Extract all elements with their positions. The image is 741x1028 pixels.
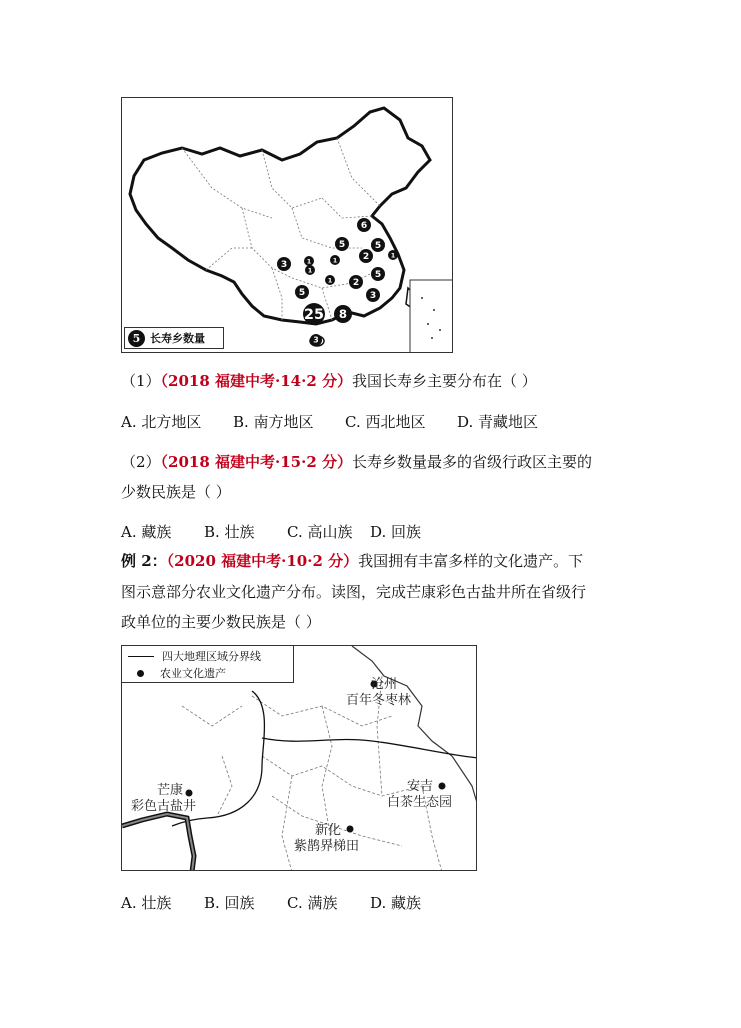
svg-text:1: 1 [307,266,313,275]
svg-text:3: 3 [369,291,377,302]
question-number: （1） [121,372,161,390]
example-2-line2: 图示意部分农业文化遗产分布。读图，完成芒康彩色古盐井所在省级行 [121,583,587,601]
svg-text:1: 1 [332,256,338,265]
svg-text:5: 5 [374,270,382,281]
q1-option-a[interactable]: A. 北方地区 [121,413,202,431]
site-mangkang: 芒康 [157,783,184,798]
longevity-marker [330,255,340,265]
longevity-marker [295,285,309,299]
question-1 [121,371,537,391]
q2-option-d[interactable]: D. 回族 [370,523,422,541]
ex2-option-b[interactable]: B. 回族 [204,894,255,912]
longevity-marker [303,303,325,325]
site-cangzhou: 沧州 [371,677,398,692]
longevity-marker [357,218,371,232]
site-anji-desc: 白茶生态园 [387,795,453,810]
svg-text:1: 1 [306,257,312,266]
q1-option-b[interactable]: B. 南方地区 [233,413,314,431]
svg-text:3: 3 [280,260,288,271]
site-cangzhou-desc: 百年冬枣林 [346,693,412,708]
legend-line-label: 四大地理区域分界线 [162,650,261,663]
map-legend [124,327,224,349]
longevity-marker [359,249,373,263]
q2-option-a[interactable]: A. 藏族 [121,523,172,541]
boundary-line-icon [128,656,154,657]
svg-text:1: 1 [390,251,396,260]
example-source: （2020 福建中考·10·2 分） [166,552,359,570]
longevity-marker [310,334,322,346]
svg-text:25: 25 [304,306,324,323]
question-stem: 我国长寿乡主要分布在（ ） [352,372,537,390]
svg-text:5: 5 [374,241,382,252]
question-number: （2） [121,453,161,471]
longevity-marker [366,288,380,302]
legend-marker-icon: 5 [128,330,145,347]
question-source: （2018 福建中考·15·2 分） [160,453,352,471]
longevity-marker [304,256,314,266]
svg-text:2: 2 [362,252,370,263]
legend-dot-label: 农业文化遗产 [160,667,226,680]
site-xinhua-desc: 紫鹊界梯田 [294,839,360,854]
question-source: （2018 福建中考·14·2 分） [160,372,352,390]
site-anji: 安吉 [407,779,434,794]
svg-text:6: 6 [360,221,368,232]
longevity-marker [305,265,315,275]
q1-option-d[interactable]: D. 青藏地区 [457,413,539,431]
site-xinhua: 新化 [315,823,342,838]
example-stem: 我国拥有丰富多样的文化遗产。下 [358,552,584,570]
heritage-map [121,645,477,871]
map2-legend [122,646,294,683]
example-label: 例 2： [121,552,167,570]
longevity-marker [325,275,335,285]
example-2-line3: 政单位的主要少数民族是（ ） [121,613,321,631]
svg-text:5: 5 [338,240,346,251]
longevity-marker [371,238,385,252]
legend-label: 长寿乡数量 [150,332,205,345]
site-mangkang-desc: 彩色古盐井 [131,799,197,814]
ex2-option-d[interactable]: D. 藏族 [370,894,422,912]
longevity-marker [335,237,349,251]
longevity-marker [349,275,363,289]
svg-text:3: 3 [313,335,319,345]
q1-option-c[interactable]: C. 西北地区 [345,413,426,431]
longevity-marker [388,250,398,260]
question-2 [121,452,592,472]
longevity-marker [277,257,291,271]
svg-text:5: 5 [298,288,306,299]
china-outline-map [122,98,453,353]
question-2-line2: 少数民族是（ ） [121,483,231,501]
example-2 [121,551,583,571]
svg-text:1: 1 [327,276,333,285]
longevity-marker [371,267,385,281]
ex2-option-a[interactable]: A. 壮族 [121,894,172,912]
svg-text:2: 2 [352,278,360,289]
svg-text:8: 8 [338,307,348,322]
q2-option-b[interactable]: B. 壮族 [204,523,255,541]
longevity-map [121,97,453,353]
longevity-marker [334,305,352,323]
q2-option-c[interactable]: C. 高山族 [287,523,353,541]
heritage-dot-icon [137,670,144,677]
ex2-option-c[interactable]: C. 满族 [287,894,338,912]
question-stem: 长寿乡数量最多的省级行政区主要的 [352,453,593,471]
